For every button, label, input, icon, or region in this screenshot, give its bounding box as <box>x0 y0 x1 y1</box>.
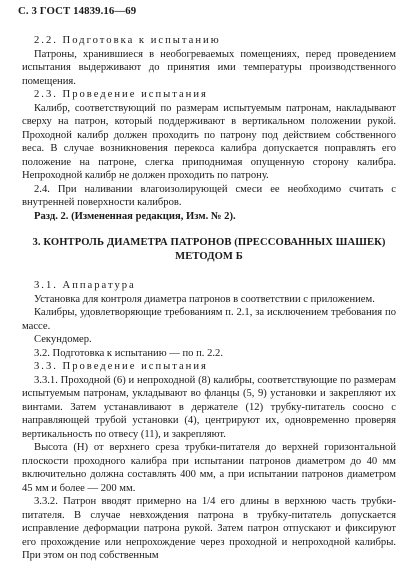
document-body <box>22 34 396 563</box>
subsection-heading: 2.3. Проведение испытания <box>34 89 208 100</box>
paragraph: Калибры, удовлетворяющие требованиям п. 2.1, за исключением требования по массе. <box>22 307 396 332</box>
paragraph: 2.4. При наливании влагоизолирующей смеси ее необходимо считать с внутренней поверхности калибров. <box>22 183 396 208</box>
paragraph: Высота (Н) от верхнего среза трубки-питателя до верхней горизонтальной плоскости проходного калибра при испытании патронов диаметром до 40 мм включительно должна составлять 400 мм, а при испытании патронов диаметром 45 мм и более — 200 мм. <box>22 442 396 494</box>
paragraph: 3.2. Подготовка к испытанию — по п. 2.2. <box>34 347 223 359</box>
paragraph: Установка для контроля диаметра патронов в соответствии с приложением. <box>34 293 375 305</box>
subsection-heading: 3.1. Аппаратура <box>34 280 136 291</box>
subsection-heading: 3.3. Проведение испытания <box>34 361 208 372</box>
paragraph: 3.3.2. Патрон вводят примерно на 1/4 его длины в верхнюю часть трубки-питателя. В случае невхождения патрона в трубку-питатель допускается исправление деформации патрона рукой. Затем патрон отпускают и фиксируют его прохождение или непрохождение через проходной и непроходной калибры. При этом он под собственным <box>22 496 396 561</box>
section-title: 3. КОНТРОЛЬ ДИАМЕТРА ПАТРОНОВ (ПРЕССОВАННЫХ ШАШЕК) МЕТОДОМ Б <box>32 237 386 262</box>
amendment-note: Разд. 2. (Измененная редакция, Изм. № 2). <box>34 210 236 222</box>
paragraph: Секундомер. <box>34 334 92 345</box>
paragraph: Калибр, соответствующий по размерам испытуемым патронам, накладывают сверху на патрон, который поддерживают в вертикальном положении рукой. Проходной калибр должен проходить по патрону под действием собственного веса. В случае возникновения перекоса калибра допускается поправлять его положение на патроне, слегка приподнимая опущенную сторону калибра. Непроходной калибр не должен проходить по патрону. <box>22 102 396 181</box>
paragraph: 3.3.1. Проходной (6) и непроходной (8) калибры, соответствующие по размерам испытуемым патронам, укладывают во фланцы (5, 9) установки и закрепляют их винтами. Затем устанавливают в держателе (12) трубку-питатель соосно с направляющей трубой установки (4), центрируют их, одновременно проверяя вертикальность по отвесу (11), и закрепляют. <box>22 374 396 440</box>
paragraph: Патроны, хранившиеся в необогреваемых помещениях, перед проведением испытания выдерживают до принятия ими температуры производственного помещения. <box>22 48 396 87</box>
subsection-heading: 2.2. Подготовка к испытанию <box>34 35 221 46</box>
page-header: С. 3 ГОСТ 14839.16—69 <box>18 5 137 17</box>
